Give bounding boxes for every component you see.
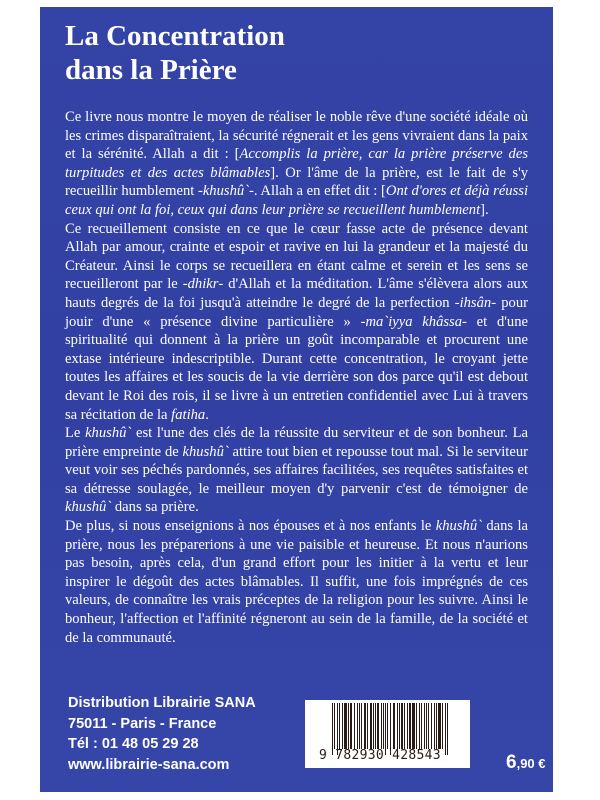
italic-term: khushû` bbox=[435, 518, 482, 535]
barcode-bar bbox=[334, 703, 335, 749]
barcode-bar bbox=[436, 703, 437, 749]
barcode-bar bbox=[361, 703, 362, 749]
price-integer: 6 bbox=[506, 752, 517, 773]
isbn-barcode bbox=[305, 700, 470, 768]
barcode-number: 9 782930 428543 bbox=[319, 748, 441, 763]
barcode-bar bbox=[416, 703, 417, 749]
barcode-bar bbox=[407, 703, 408, 749]
barcode-bar bbox=[442, 703, 443, 749]
title-line-2: dans la Prière bbox=[65, 54, 237, 86]
barcode-bar bbox=[447, 703, 449, 755]
italic-term: ihsân bbox=[459, 294, 492, 311]
barcode-bar bbox=[377, 703, 379, 749]
barcode-bar bbox=[409, 703, 411, 749]
barcode-bar bbox=[373, 703, 374, 749]
italic-term: ma`iyya khâssa bbox=[365, 313, 463, 330]
blurb-paragraph: De plus, si nous enseignions à nos épouses et à nos enfants le khushû` dans la prière, nous les préparerions à une vie paisible et heureuse. Et nous n'aurions pas besoin, après cela, d'un grand effort pour les initier à la vertu et leur inspirer le dégoût des actes blâmables. Il suffit, une fois imprégnés de ces valeurs, de connaître les vrais préceptes de la religion pour les suivre. Ainsi le bonheur, l'affection et l'affinité régneront au sein de la famille, de la société et de la communauté. bbox=[65, 518, 528, 646]
barcode-bar bbox=[393, 703, 396, 749]
italic-term: khushû` bbox=[202, 183, 250, 200]
barcode-bar bbox=[381, 703, 382, 749]
italic-term: khushû` bbox=[65, 499, 112, 516]
book-title bbox=[65, 19, 285, 87]
barcode-bar bbox=[348, 703, 349, 749]
title-line-1: La Concentration bbox=[65, 20, 285, 52]
barcode-bar bbox=[445, 703, 446, 755]
barcode-bar bbox=[412, 703, 415, 749]
barcode-bar bbox=[370, 703, 372, 749]
barcode-bar bbox=[359, 703, 360, 749]
italic-term: Accomplis la prière, car la prière préserve des turpitudes et des actes blâmables bbox=[65, 146, 528, 181]
distributor-website: www.librairie-sana.com bbox=[68, 756, 230, 773]
barcode-bar bbox=[350, 703, 352, 749]
barcode-bar bbox=[354, 703, 356, 749]
italic-term: fatiha bbox=[171, 406, 206, 423]
italic-term: Ont d'ores et déjà réussi ceux qui ont la foi, ceux qui dans leur prière se recueillent humblement bbox=[65, 183, 529, 218]
barcode-bar bbox=[438, 703, 441, 749]
price-label bbox=[506, 752, 546, 774]
barcode-bar bbox=[357, 703, 358, 749]
price-decimal: ,90 € bbox=[516, 756, 546, 771]
book-back-cover bbox=[40, 7, 553, 792]
barcode-bar bbox=[342, 703, 343, 749]
distributor-address: 75011 - Paris - France bbox=[68, 715, 217, 732]
blurb-paragraph: Ce livre nous montre le moyen de réaliser le noble rêve d'une société idéale où les crimes disparaîtraient, la sécurité régnerait et les gens vivraient dans la paix et la sérénité. Allah a dit : [Accomplis la prière, car la prière préserve des turpitudes et des actes blâmables]. Or l'âme de la prière, est le fait de s'y recueillir humblement -khushû`-. Allah a en effet dit : [Ont d'ores et déjà réussi ceux qui ont la foi, ceux qui dans leur prière se recueillent humblement]. bbox=[65, 109, 529, 218]
distributor-info bbox=[68, 693, 256, 775]
barcode-bar bbox=[434, 703, 435, 749]
barcode-bar bbox=[387, 703, 388, 749]
italic-term: khushû` bbox=[85, 425, 132, 442]
barcode-bar bbox=[344, 703, 347, 749]
blurb-paragraph: Ce recueillement consiste en ce que le cœur fasse acte de présence devant Allah par amour, crainte et espoir et ravive en lui la grandeur et la majesté du Créateur. Ainsi le corps se recueillera en étant calme et serein et les sens se recueilleront par le -dhikr- d'Allah et la méditation. L'âme s'élèvera alors aux hauts degrés de la foi jusqu'à atteindre le degré de la perfection -ihsân- pour jouir d'une « présence divine particulière » -ma`iyya khâssa- et d'une spiritualité qui donnent à la prière un goût incomparable et procurent une extase intérieure indescriptible. Durant cette concentration, le croyant jette toutes les affaires et les soucis de la vie derrière son dos parce qu'il est debout devant le Roi des rois, il se livre à un entretien confidentiel avec Lui à travers sa récitation de la fatiha. bbox=[65, 220, 528, 423]
blurb-paragraph: Le khushû` est l'une des clés de la réussite du serviteur et de son bonheur. La prière empreinte de khushû` attire tout bien et repousse tout mal. Si le serviteur veut voir ses péchés pardonnés, ses affaires facilitées, ses requêtes satisfaites et sa détresse soulagée, le meilleur moyen d'y parvenir c'est de témoigner de khushû` dans sa prière. bbox=[65, 425, 529, 516]
barcode-bar bbox=[339, 703, 340, 749]
italic-term: khushû` bbox=[182, 443, 229, 460]
distributor-name: Distribution Librairie SANA bbox=[68, 695, 256, 711]
barcode-bar bbox=[428, 703, 429, 749]
barcode-bar bbox=[367, 703, 368, 749]
barcode-bar bbox=[426, 703, 427, 749]
barcode-bar bbox=[364, 703, 367, 749]
barcode-bar bbox=[401, 703, 403, 749]
distributor-phone: Tél : 01 48 05 29 28 bbox=[68, 736, 199, 752]
barcode-bar bbox=[404, 703, 405, 749]
barcode-bar bbox=[424, 703, 425, 749]
barcode-bar bbox=[399, 703, 400, 749]
barcode-bar bbox=[383, 703, 384, 749]
barcode-bar bbox=[375, 703, 376, 749]
barcode-bar bbox=[421, 703, 423, 749]
blurb-text bbox=[65, 108, 528, 647]
barcode-bar bbox=[431, 703, 433, 749]
barcode-bar bbox=[419, 703, 420, 749]
barcode-bars bbox=[332, 703, 450, 753]
italic-term: dhikr bbox=[187, 276, 219, 293]
barcode-bar bbox=[397, 703, 398, 749]
